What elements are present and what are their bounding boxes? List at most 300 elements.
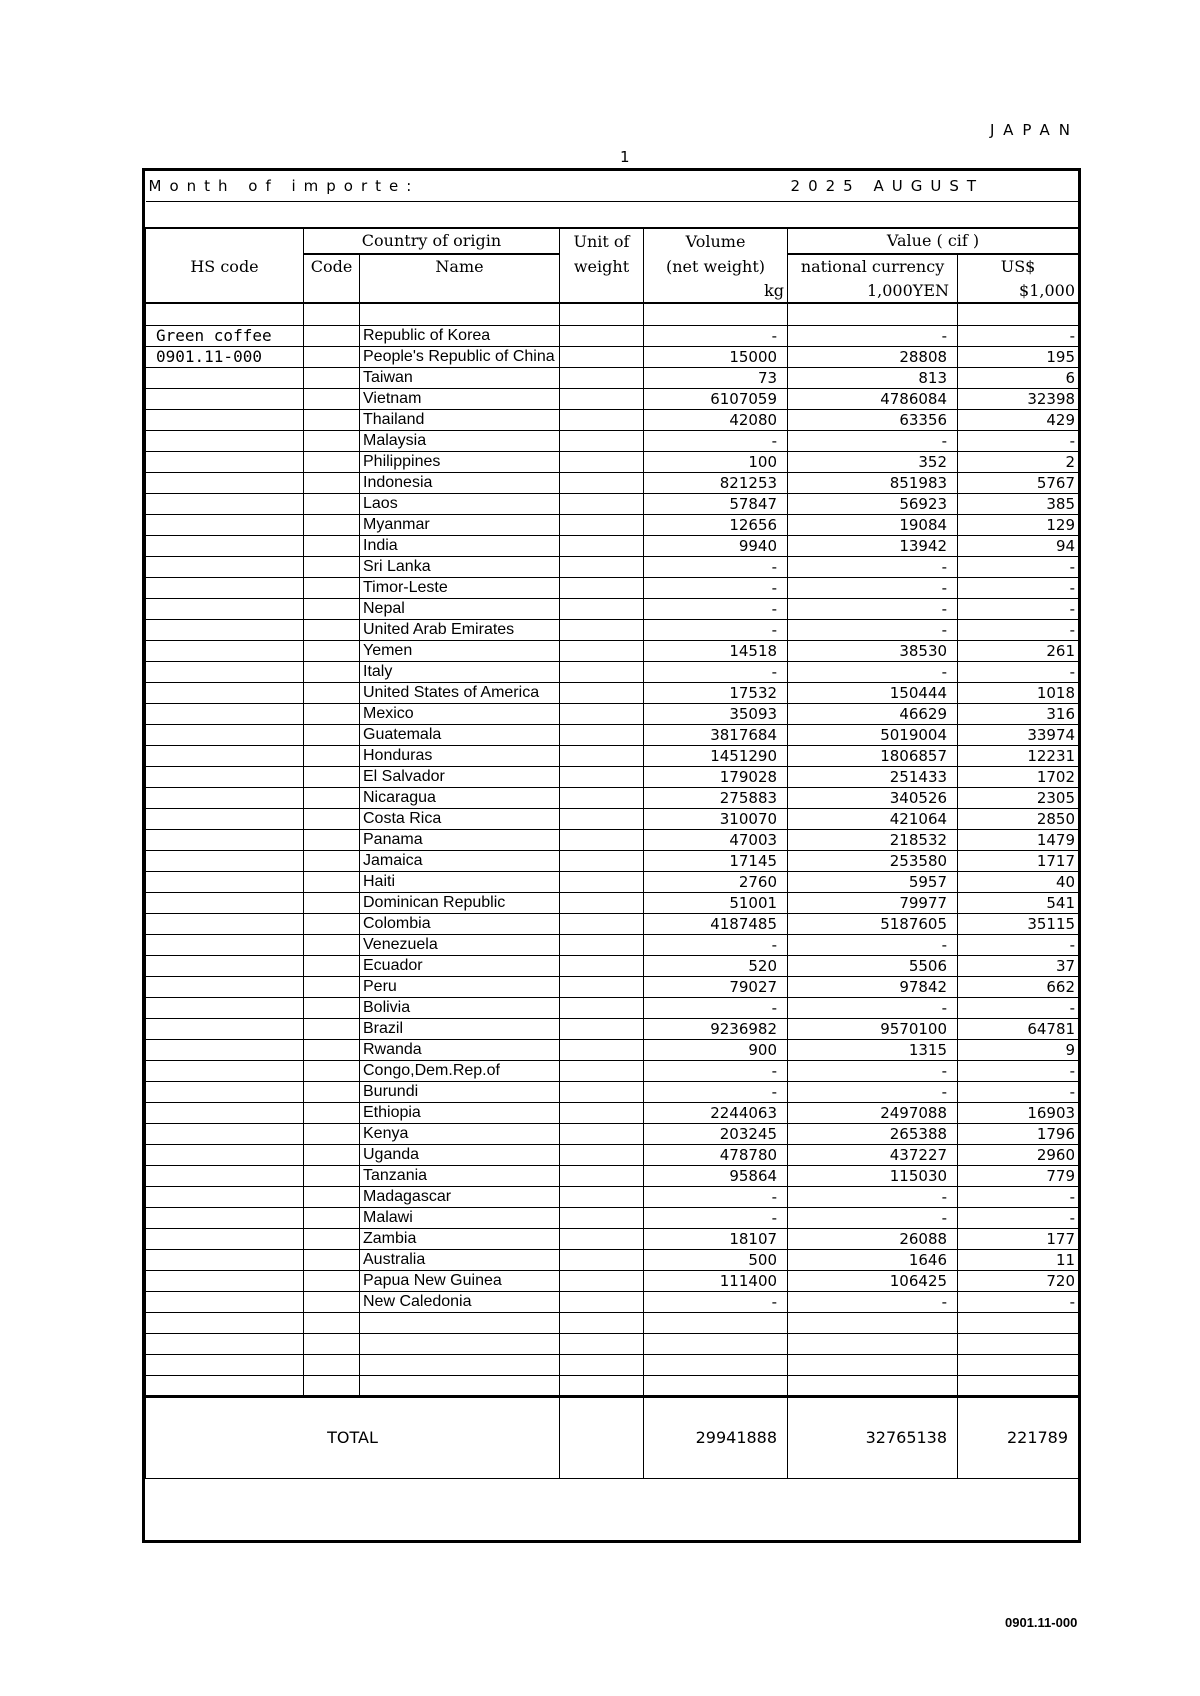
yen-value-cell: 5506 <box>788 955 958 976</box>
volume-cell: - <box>644 430 788 451</box>
code-cell <box>304 409 360 430</box>
hs-cell <box>146 493 304 514</box>
hs-cell <box>146 1060 304 1081</box>
header-national-currency: national currency <box>788 254 958 279</box>
hs-cell <box>146 703 304 724</box>
usd-value-cell: 2305 <box>958 787 1079 808</box>
usd-value-cell: - <box>958 934 1079 955</box>
code-cell <box>304 1018 360 1039</box>
import-statistics-sheet <box>142 168 1081 1543</box>
code-cell <box>304 1039 360 1060</box>
table-row <box>146 955 1079 976</box>
volume-cell: - <box>644 997 788 1018</box>
table-row <box>146 451 1079 472</box>
hs-cell <box>146 640 304 661</box>
usd-value-cell: 429 <box>958 409 1079 430</box>
usd-value-cell: 35115 <box>958 913 1079 934</box>
volume-cell: 9236982 <box>644 1018 788 1039</box>
usd-value-cell: 16903 <box>958 1102 1079 1123</box>
volume-cell: 42080 <box>644 409 788 430</box>
hs-cell <box>146 1123 304 1144</box>
usd-value-cell: - <box>958 325 1079 346</box>
yen-value-cell: 9570100 <box>788 1018 958 1039</box>
code-cell <box>304 1123 360 1144</box>
month-label: Month of importe: <box>146 171 788 201</box>
code-cell <box>304 997 360 1018</box>
table-row <box>146 997 1079 1018</box>
country-name: Republic of Korea <box>360 325 560 346</box>
header-volume: Volume <box>644 228 788 254</box>
unit-cell <box>560 1165 644 1186</box>
country-name: Burundi <box>360 1081 560 1102</box>
hs-cell <box>146 1144 304 1165</box>
country-name: Vietnam <box>360 388 560 409</box>
volume-cell: 275883 <box>644 787 788 808</box>
header-weight: weight <box>560 254 644 279</box>
country-name: Nepal <box>360 598 560 619</box>
unit-cell <box>560 1207 644 1228</box>
volume-cell: 6107059 <box>644 388 788 409</box>
unit-cell <box>560 1249 644 1270</box>
country-name: Italy <box>360 661 560 682</box>
header-usd: US$ <box>958 254 1079 279</box>
code-cell <box>304 1186 360 1207</box>
volume-cell: - <box>644 934 788 955</box>
code-cell <box>304 850 360 871</box>
unit-cell <box>560 409 644 430</box>
country-name: Sri Lanka <box>360 556 560 577</box>
table-row <box>146 850 1079 871</box>
code-cell <box>304 367 360 388</box>
table-row <box>146 325 1079 346</box>
country-name: Nicaragua <box>360 787 560 808</box>
yen-value-cell: - <box>788 1081 958 1102</box>
country-name: Kenya <box>360 1123 560 1144</box>
table-row <box>146 535 1079 556</box>
usd-value-cell: 11 <box>958 1249 1079 1270</box>
country-name: Peru <box>360 976 560 997</box>
hs-cell <box>146 997 304 1018</box>
hs-cell <box>146 787 304 808</box>
country-name: India <box>360 535 560 556</box>
yen-value-cell: 28808 <box>788 346 958 367</box>
yen-value-cell: 13942 <box>788 535 958 556</box>
yen-value-cell: - <box>788 1186 958 1207</box>
code-cell <box>304 1165 360 1186</box>
usd-value-cell: - <box>958 1060 1079 1081</box>
unit-cell <box>560 1270 644 1291</box>
code-cell <box>304 976 360 997</box>
volume-cell: 9940 <box>644 535 788 556</box>
code-cell <box>304 1081 360 1102</box>
hs-cell <box>146 850 304 871</box>
hs-cell <box>146 1270 304 1291</box>
table-row <box>146 808 1079 829</box>
unit-cell <box>560 808 644 829</box>
volume-cell: 500 <box>644 1249 788 1270</box>
usd-value-cell: - <box>958 997 1079 1018</box>
country-name: Bolivia <box>360 997 560 1018</box>
unit-cell <box>560 472 644 493</box>
yen-value-cell: 26088 <box>788 1228 958 1249</box>
table-row <box>146 682 1079 703</box>
yen-value-cell: - <box>788 598 958 619</box>
volume-cell: - <box>644 598 788 619</box>
usd-value-cell: 541 <box>958 892 1079 913</box>
yen-value-cell: 56923 <box>788 493 958 514</box>
table-row <box>146 787 1079 808</box>
table-row <box>146 367 1079 388</box>
hs-cell <box>146 1165 304 1186</box>
usd-value-cell: 1796 <box>958 1123 1079 1144</box>
code-cell <box>304 577 360 598</box>
yen-value-cell: 106425 <box>788 1270 958 1291</box>
code-cell <box>304 619 360 640</box>
volume-cell: - <box>644 1291 788 1312</box>
hs-cell <box>146 1228 304 1249</box>
volume-cell: - <box>644 1060 788 1081</box>
unit-cell <box>560 325 644 346</box>
total-yen: 32765138 <box>788 1396 958 1478</box>
unit-cell <box>560 1186 644 1207</box>
unit-cell <box>560 976 644 997</box>
country-name: Malaysia <box>360 430 560 451</box>
yen-value-cell: 97842 <box>788 976 958 997</box>
unit-cell <box>560 556 644 577</box>
usd-value-cell: 195 <box>958 346 1079 367</box>
country-tag: JAPAN <box>990 121 1079 139</box>
code-cell <box>304 1207 360 1228</box>
code-cell <box>304 745 360 766</box>
yen-value-cell: 813 <box>788 367 958 388</box>
usd-value-cell: 129 <box>958 514 1079 535</box>
volume-cell: 12656 <box>644 514 788 535</box>
hs-cell <box>146 388 304 409</box>
usd-value-cell: 2960 <box>958 1144 1079 1165</box>
unit-cell <box>560 1102 644 1123</box>
usd-value-cell: 1717 <box>958 850 1079 871</box>
table-row <box>146 829 1079 850</box>
yen-value-cell: 265388 <box>788 1123 958 1144</box>
table-row <box>146 640 1079 661</box>
volume-cell: 47003 <box>644 829 788 850</box>
unit-cell <box>560 451 644 472</box>
header-yen-unit: 1,000YEN <box>788 279 958 303</box>
table-row <box>146 976 1079 997</box>
hs-cell <box>146 766 304 787</box>
footer-hs-code: 0901.11-000 <box>1005 1615 1078 1630</box>
code-cell <box>304 1228 360 1249</box>
hs-cell <box>146 976 304 997</box>
code-cell <box>304 640 360 661</box>
table-row <box>146 1039 1079 1060</box>
code-cell <box>304 598 360 619</box>
usd-value-cell: - <box>958 1081 1079 1102</box>
country-name: Laos <box>360 493 560 514</box>
yen-value-cell: 4786084 <box>788 388 958 409</box>
code-cell <box>304 661 360 682</box>
hs-cell <box>146 472 304 493</box>
volume-cell: - <box>644 577 788 598</box>
yen-value-cell: 251433 <box>788 766 958 787</box>
yen-value-cell: 2497088 <box>788 1102 958 1123</box>
unit-cell <box>560 955 644 976</box>
yen-value-cell: 63356 <box>788 409 958 430</box>
hs-cell <box>146 808 304 829</box>
import-table <box>145 171 1079 1479</box>
hs-cell <box>146 577 304 598</box>
volume-cell: 17145 <box>644 850 788 871</box>
country-name: United Arab Emirates <box>360 619 560 640</box>
volume-cell: 520 <box>644 955 788 976</box>
unit-cell <box>560 892 644 913</box>
code-cell <box>304 808 360 829</box>
country-name: Rwanda <box>360 1039 560 1060</box>
code-cell <box>304 535 360 556</box>
code-cell <box>304 346 360 367</box>
yen-value-cell: - <box>788 325 958 346</box>
unit-cell <box>560 1123 644 1144</box>
country-name: Papua New Guinea <box>360 1270 560 1291</box>
country-name: People's Republic of China <box>360 346 560 367</box>
hs-cell <box>146 1207 304 1228</box>
yen-value-cell: 340526 <box>788 787 958 808</box>
yen-value-cell: - <box>788 661 958 682</box>
table-row <box>146 892 1079 913</box>
usd-value-cell: 32398 <box>958 388 1079 409</box>
hs-cell <box>146 892 304 913</box>
code-cell <box>304 682 360 703</box>
unit-cell <box>560 430 644 451</box>
hs-cell <box>146 409 304 430</box>
unit-cell <box>560 934 644 955</box>
code-cell <box>304 388 360 409</box>
code-cell <box>304 1270 360 1291</box>
yen-value-cell: 352 <box>788 451 958 472</box>
month-row <box>146 171 1079 201</box>
table-row <box>146 1102 1079 1123</box>
country-name: Congo,Dem.Rep.of <box>360 1060 560 1081</box>
usd-value-cell: 2 <box>958 451 1079 472</box>
country-name: Yemen <box>360 640 560 661</box>
volume-cell: 18107 <box>644 1228 788 1249</box>
country-name: Zambia <box>360 1228 560 1249</box>
hs-cell <box>146 598 304 619</box>
yen-value-cell: 421064 <box>788 808 958 829</box>
hs-cell <box>146 871 304 892</box>
total-usd: 221789 <box>958 1396 1079 1478</box>
unit-cell <box>560 1081 644 1102</box>
table-row <box>146 514 1079 535</box>
hs-cell <box>146 1102 304 1123</box>
volume-cell: - <box>644 661 788 682</box>
volume-cell: 15000 <box>644 346 788 367</box>
code-cell <box>304 1291 360 1312</box>
country-name: Panama <box>360 829 560 850</box>
code-cell <box>304 1144 360 1165</box>
code-cell <box>304 556 360 577</box>
table-row <box>146 1123 1079 1144</box>
country-name: Madagascar <box>360 1186 560 1207</box>
usd-value-cell: 6 <box>958 367 1079 388</box>
table-row <box>146 1081 1079 1102</box>
volume-cell: 111400 <box>644 1270 788 1291</box>
country-name: Brazil <box>360 1018 560 1039</box>
table-row <box>146 1207 1079 1228</box>
code-cell <box>304 829 360 850</box>
country-name: Philippines <box>360 451 560 472</box>
yen-value-cell: 46629 <box>788 703 958 724</box>
volume-cell: 95864 <box>644 1165 788 1186</box>
hs-cell <box>146 1291 304 1312</box>
country-name: Dominican Republic <box>360 892 560 913</box>
usd-value-cell: - <box>958 1186 1079 1207</box>
code-cell <box>304 1102 360 1123</box>
code-cell <box>304 913 360 934</box>
usd-value-cell: 316 <box>958 703 1079 724</box>
yen-value-cell: - <box>788 556 958 577</box>
usd-value-cell: 5767 <box>958 472 1079 493</box>
volume-cell: 4187485 <box>644 913 788 934</box>
table-row <box>146 346 1079 367</box>
product-name: Green coffee <box>146 325 304 346</box>
volume-cell: - <box>644 556 788 577</box>
yen-value-cell: 437227 <box>788 1144 958 1165</box>
code-cell <box>304 766 360 787</box>
usd-value-cell: 779 <box>958 1165 1079 1186</box>
country-name: Uganda <box>360 1144 560 1165</box>
usd-value-cell: 1702 <box>958 766 1079 787</box>
table-row <box>146 1165 1079 1186</box>
code-cell <box>304 472 360 493</box>
usd-value-cell: 9 <box>958 1039 1079 1060</box>
product-hs-code: 0901.11-000 <box>146 346 304 367</box>
country-name: United States of America <box>360 682 560 703</box>
volume-cell: 821253 <box>644 472 788 493</box>
code-cell <box>304 892 360 913</box>
usd-value-cell: 385 <box>958 493 1079 514</box>
unit-cell <box>560 766 644 787</box>
hs-cell <box>146 1081 304 1102</box>
unit-cell <box>560 493 644 514</box>
country-name: Timor-Leste <box>360 577 560 598</box>
volume-cell: 179028 <box>644 766 788 787</box>
unit-cell <box>560 535 644 556</box>
code-cell <box>304 871 360 892</box>
header-country-of-origin: Country of origin <box>304 228 560 254</box>
yen-value-cell: - <box>788 430 958 451</box>
volume-cell: 900 <box>644 1039 788 1060</box>
hs-cell <box>146 682 304 703</box>
total-row <box>146 1396 1079 1478</box>
code-cell <box>304 724 360 745</box>
yen-value-cell: - <box>788 577 958 598</box>
blank-row <box>146 201 1079 228</box>
spacer-row <box>146 303 1079 325</box>
table-row <box>146 871 1079 892</box>
table-row <box>146 430 1079 451</box>
volume-cell: 203245 <box>644 1123 788 1144</box>
header-hs-code: HS code <box>146 254 304 279</box>
volume-cell: 79027 <box>644 976 788 997</box>
usd-value-cell: 1018 <box>958 682 1079 703</box>
yen-value-cell: - <box>788 619 958 640</box>
country-name: Ethiopia <box>360 1102 560 1123</box>
usd-value-cell: - <box>958 577 1079 598</box>
volume-cell: 14518 <box>644 640 788 661</box>
table-blank-rows <box>146 1312 1079 1478</box>
table-row <box>146 703 1079 724</box>
table-row <box>146 913 1079 934</box>
volume-cell: 51001 <box>644 892 788 913</box>
usd-value-cell: 1479 <box>958 829 1079 850</box>
table-row <box>146 598 1079 619</box>
code-cell <box>304 493 360 514</box>
total-volume: 29941888 <box>644 1396 788 1478</box>
table-row <box>146 619 1079 640</box>
unit-cell <box>560 661 644 682</box>
country-name: Costa Rica <box>360 808 560 829</box>
yen-value-cell: - <box>788 1291 958 1312</box>
unit-cell <box>560 388 644 409</box>
country-name: Haiti <box>360 871 560 892</box>
volume-cell: - <box>644 325 788 346</box>
country-name: Honduras <box>360 745 560 766</box>
volume-cell: 100 <box>644 451 788 472</box>
unit-cell <box>560 1144 644 1165</box>
country-name: Myanmar <box>360 514 560 535</box>
hs-cell <box>146 1249 304 1270</box>
usd-value-cell: - <box>958 556 1079 577</box>
usd-value-cell: 94 <box>958 535 1079 556</box>
volume-cell: 57847 <box>644 493 788 514</box>
hs-cell <box>146 1039 304 1060</box>
hs-cell <box>146 913 304 934</box>
country-name: New Caledonia <box>360 1291 560 1312</box>
usd-value-cell: 37 <box>958 955 1079 976</box>
hs-cell <box>146 430 304 451</box>
yen-value-cell: 5187605 <box>788 913 958 934</box>
code-cell <box>304 955 360 976</box>
volume-cell: 1451290 <box>644 745 788 766</box>
usd-value-cell: 261 <box>958 640 1079 661</box>
yen-value-cell: 5957 <box>788 871 958 892</box>
table-row <box>146 766 1079 787</box>
table-row <box>146 745 1079 766</box>
country-name: Indonesia <box>360 472 560 493</box>
volume-cell: 17532 <box>644 682 788 703</box>
unit-cell <box>560 724 644 745</box>
hs-cell <box>146 745 304 766</box>
yen-value-cell: 150444 <box>788 682 958 703</box>
country-name: El Salvador <box>360 766 560 787</box>
header-net-weight: (net weight) <box>644 254 788 279</box>
code-cell <box>304 934 360 955</box>
volume-cell: - <box>644 1186 788 1207</box>
table-row <box>146 556 1079 577</box>
hs-cell <box>146 514 304 535</box>
volume-cell: 310070 <box>644 808 788 829</box>
table-row <box>146 1228 1079 1249</box>
yen-value-cell: 851983 <box>788 472 958 493</box>
usd-value-cell: 12231 <box>958 745 1079 766</box>
code-cell <box>304 1249 360 1270</box>
yen-value-cell: 19084 <box>788 514 958 535</box>
volume-cell: 478780 <box>644 1144 788 1165</box>
unit-cell <box>560 913 644 934</box>
usd-value-cell: 40 <box>958 871 1079 892</box>
country-name: Guatemala <box>360 724 560 745</box>
